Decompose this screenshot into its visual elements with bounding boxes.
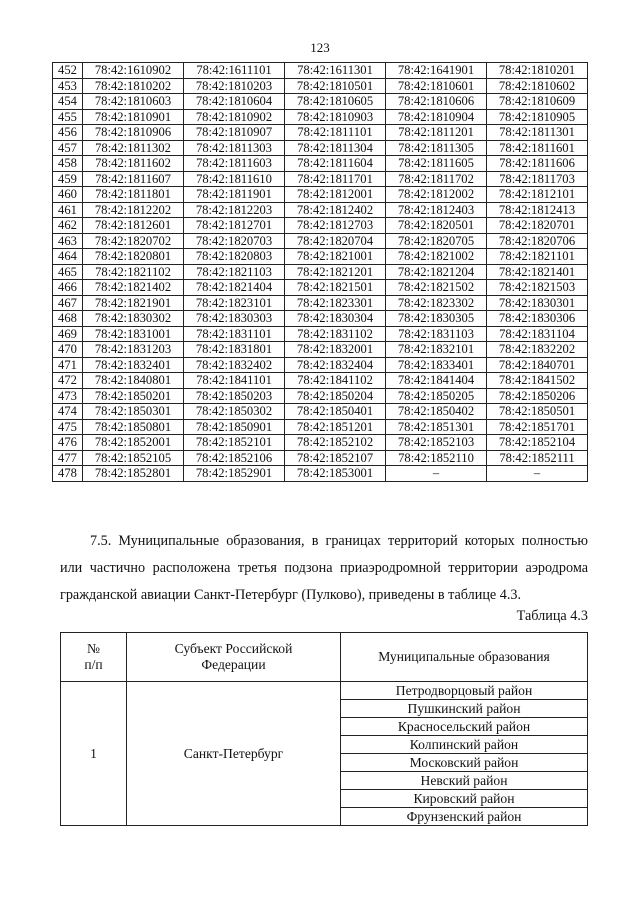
cadastral-number-cell: 78:42:1812403	[386, 202, 487, 218]
cadastral-number-cell: 78:42:1850402	[386, 404, 487, 420]
municipalities-table	[60, 632, 588, 826]
row-number: 478	[53, 466, 83, 482]
cadastral-number-cell: 78:42:1852107	[285, 450, 386, 466]
table-row	[53, 187, 588, 203]
cadastral-number-cell: 78:42:1852103	[386, 435, 487, 451]
cadastral-number-cell: 78:42:1821002	[386, 249, 487, 265]
cadastral-number-cell: 78:42:1821102	[83, 264, 184, 280]
cadastral-number-cell: 78:42:1852110	[386, 450, 487, 466]
district-cell: Невский район	[341, 772, 588, 790]
cadastral-number-cell: 78:42:1850302	[184, 404, 285, 420]
row-number: 471	[53, 357, 83, 373]
cadastral-number-cell: 78:42:1832001	[285, 342, 386, 358]
cadastral-number-cell: 78:42:1831101	[184, 326, 285, 342]
cadastral-number-cell: 78:42:1811602	[83, 156, 184, 172]
cadastral-number-cell: 78:42:1811901	[184, 187, 285, 203]
cadastral-number-cell: 78:42:1851701	[487, 419, 588, 435]
cadastral-number-cell: 78:42:1831001	[83, 326, 184, 342]
paragraph-7-5	[60, 528, 588, 609]
cadastral-number-cell: 78:42:1831103	[386, 326, 487, 342]
cadastral-number-cell: 78:42:1841404	[386, 373, 487, 389]
table-row	[53, 342, 588, 358]
cadastral-number-cell: 78:42:1820705	[386, 233, 487, 249]
cadastral-number-cell: 78:42:1810903	[285, 109, 386, 125]
cadastral-number-cell: 78:42:1823302	[386, 295, 487, 311]
cadastral-number-cell: 78:42:1811606	[487, 156, 588, 172]
cadastral-number-cell: 78:42:1832404	[285, 357, 386, 373]
cadastral-number-cell: 78:42:1811607	[83, 171, 184, 187]
cadastral-number-cell: 78:42:1810603	[83, 94, 184, 110]
table-row	[53, 326, 588, 342]
cadastral-number-cell: 78:42:1820801	[83, 249, 184, 265]
cadastral-number-cell: 78:42:1852106	[184, 450, 285, 466]
cadastral-number-cell: 78:42:1852102	[285, 435, 386, 451]
cadastral-number-cell: 78:42:1810605	[285, 94, 386, 110]
cadastral-number-cell: 78:42:1821001	[285, 249, 386, 265]
cadastral-number-cell: 78:42:1852801	[83, 466, 184, 482]
cadastral-number-cell: 78:42:1852901	[184, 466, 285, 482]
table-row	[53, 63, 588, 79]
row-number: 468	[53, 311, 83, 327]
row-number: 459	[53, 171, 83, 187]
cadastral-number-cell: 78:42:1812402	[285, 202, 386, 218]
table-row	[53, 218, 588, 234]
cadastral-number-cell: 78:42:1810904	[386, 109, 487, 125]
cadastral-number-cell: 78:42:1811701	[285, 171, 386, 187]
table-row	[53, 280, 588, 296]
paragraph-text: 7.5. Муниципальные образования, в границах территорий которых полностью или частично расположена третья подзона приаэродромной территории аэродрома гражданской авиации Санкт-Петербург (Пулково), приведены в таблице 4.3.	[60, 533, 588, 603]
row-number: 456	[53, 125, 83, 141]
table-row	[53, 233, 588, 249]
cadastral-number-cell: 78:42:1610902	[83, 63, 184, 79]
cadastral-number-cell: 78:42:1811603	[184, 156, 285, 172]
header-subject	[127, 633, 341, 682]
cadastral-number-cell: 78:42:1811303	[184, 140, 285, 156]
cadastral-number-cell: 78:42:1821404	[184, 280, 285, 296]
cadastral-number-cell: 78:42:1830304	[285, 311, 386, 327]
district-cell: Московский район	[341, 754, 588, 772]
cadastral-number-cell: 78:42:1611101	[184, 63, 285, 79]
row-number: 474	[53, 404, 83, 420]
row-num-cell: 1	[61, 682, 127, 826]
district-cell: Фрунзенский район	[341, 808, 588, 826]
table-row	[53, 78, 588, 94]
cadastral-number-cell: 78:42:1812601	[83, 218, 184, 234]
cadastral-number-cell: 78:42:1830301	[487, 295, 588, 311]
cadastral-number-cell: 78:42:1810202	[83, 78, 184, 94]
cadastral-number-cell: 78:42:1812202	[83, 202, 184, 218]
cadastral-number-cell: 78:42:1841101	[184, 373, 285, 389]
cadastral-number-cell: 78:42:1820701	[487, 218, 588, 234]
cadastral-number-cell: 78:42:1831801	[184, 342, 285, 358]
cadastral-number-cell: 78:42:1820803	[184, 249, 285, 265]
cadastral-number-cell: 78:42:1823101	[184, 295, 285, 311]
cadastral-number-cell: 78:42:1810604	[184, 94, 285, 110]
cadastral-number-cell: 78:42:1821503	[487, 280, 588, 296]
table-row	[53, 311, 588, 327]
header-subject-text: Субъект Российской Федерации	[174, 641, 293, 672]
cadastral-number-cell: 78:42:1811604	[285, 156, 386, 172]
cadastral-table-body	[53, 63, 588, 482]
cadastral-table	[52, 62, 588, 482]
cadastral-number-cell: 78:42:1830303	[184, 311, 285, 327]
cadastral-number-cell: 78:42:1810901	[83, 109, 184, 125]
table-row	[53, 419, 588, 435]
row-number: 477	[53, 450, 83, 466]
header-municipalities-text: Муниципальные образования	[378, 649, 550, 664]
table-row	[53, 156, 588, 172]
table-row	[53, 202, 588, 218]
cadastral-number-cell: 78:42:1812203	[184, 202, 285, 218]
cadastral-number-cell: 78:42:1810601	[386, 78, 487, 94]
cadastral-number-cell: 78:42:1821101	[487, 249, 588, 265]
cadastral-number-cell: 78:42:1850401	[285, 404, 386, 420]
row-number: 465	[53, 264, 83, 280]
cadastral-number-cell: 78:42:1831104	[487, 326, 588, 342]
cadastral-number-cell: 78:42:1841502	[487, 373, 588, 389]
cadastral-number-cell: 78:42:1852111	[487, 450, 588, 466]
cadastral-number-cell: 78:42:1830302	[83, 311, 184, 327]
cadastral-number-cell: 78:42:1810602	[487, 78, 588, 94]
row-number: 452	[53, 63, 83, 79]
row-number: 460	[53, 187, 83, 203]
row-number: 475	[53, 419, 83, 435]
cadastral-number-cell: 78:42:1841102	[285, 373, 386, 389]
cadastral-number-cell: 78:42:1821501	[285, 280, 386, 296]
row-number: 472	[53, 373, 83, 389]
cadastral-number-cell: 78:42:1820703	[184, 233, 285, 249]
cadastral-number-cell: 78:42:1850801	[83, 419, 184, 435]
row-number: 462	[53, 218, 83, 234]
cadastral-number-cell: 78:42:1821204	[386, 264, 487, 280]
cadastral-number-cell: –	[386, 466, 487, 482]
cadastral-number-cell: 78:42:1641901	[386, 63, 487, 79]
row-number: 464	[53, 249, 83, 265]
cadastral-number-cell: 78:42:1811702	[386, 171, 487, 187]
cadastral-number-cell: 78:42:1820702	[83, 233, 184, 249]
cadastral-number-cell: 78:42:1811801	[83, 187, 184, 203]
cadastral-number-cell: 78:42:1810203	[184, 78, 285, 94]
cadastral-number-cell: 78:42:1821502	[386, 280, 487, 296]
cadastral-number-cell: 78:42:1611301	[285, 63, 386, 79]
municipalities-table-body	[61, 633, 588, 826]
cadastral-number-cell: 78:42:1812413	[487, 202, 588, 218]
cadastral-number-cell: 78:42:1831102	[285, 326, 386, 342]
cadastral-number-cell: 78:42:1830305	[386, 311, 487, 327]
table-row	[53, 94, 588, 110]
table-row	[53, 140, 588, 156]
cadastral-number-cell: 78:42:1830306	[487, 311, 588, 327]
cadastral-number-cell: 78:42:1811305	[386, 140, 487, 156]
cadastral-number-cell: 78:42:1820706	[487, 233, 588, 249]
district-cell: Кировский район	[341, 790, 588, 808]
cadastral-number-cell: 78:42:1831203	[83, 342, 184, 358]
cadastral-number-cell: 78:42:1852104	[487, 435, 588, 451]
subject-cell: Санкт-Петербург	[127, 682, 341, 826]
cadastral-number-cell: 78:42:1810902	[184, 109, 285, 125]
row-number: 469	[53, 326, 83, 342]
cadastral-number-cell: 78:42:1850203	[184, 388, 285, 404]
table-row	[53, 109, 588, 125]
table-row	[53, 125, 588, 141]
row-number: 455	[53, 109, 83, 125]
cadastral-number-cell: –	[487, 466, 588, 482]
district-cell: Петродворцовый район	[341, 682, 588, 700]
cadastral-number-cell: 78:42:1812001	[285, 187, 386, 203]
cadastral-number-cell: 78:42:1811302	[83, 140, 184, 156]
cadastral-number-cell: 78:42:1823301	[285, 295, 386, 311]
table-row	[53, 295, 588, 311]
cadastral-number-cell: 78:42:1840801	[83, 373, 184, 389]
cadastral-number-cell: 78:42:1811201	[386, 125, 487, 141]
cadastral-number-cell: 78:42:1811101	[285, 125, 386, 141]
cadastral-number-cell: 78:42:1821103	[184, 264, 285, 280]
cadastral-number-cell: 78:42:1851201	[285, 419, 386, 435]
table-row	[53, 373, 588, 389]
cadastral-number-cell: 78:42:1810201	[487, 63, 588, 79]
cadastral-number-cell: 78:42:1811605	[386, 156, 487, 172]
cadastral-number-cell: 78:42:1833401	[386, 357, 487, 373]
cadastral-number-cell: 78:42:1810606	[386, 94, 487, 110]
cadastral-number-cell: 78:42:1840701	[487, 357, 588, 373]
cadastral-number-cell: 78:42:1852101	[184, 435, 285, 451]
cadastral-number-cell: 78:42:1832202	[487, 342, 588, 358]
cadastral-number-cell: 78:42:1820501	[386, 218, 487, 234]
cadastral-number-cell: 78:42:1821901	[83, 295, 184, 311]
cadastral-number-cell: 78:42:1810905	[487, 109, 588, 125]
table-row	[53, 450, 588, 466]
page-number: 123	[310, 40, 330, 55]
cadastral-number-cell: 78:42:1811301	[487, 125, 588, 141]
cadastral-number-cell: 78:42:1811304	[285, 140, 386, 156]
header-row	[61, 633, 588, 682]
district-cell: Колпинский район	[341, 736, 588, 754]
cadastral-number-cell: 78:42:1811601	[487, 140, 588, 156]
table-row	[53, 357, 588, 373]
district-row	[61, 682, 588, 700]
cadastral-number-cell: 78:42:1852105	[83, 450, 184, 466]
cadastral-number-cell: 78:42:1853001	[285, 466, 386, 482]
header-num	[61, 633, 127, 682]
cadastral-number-cell: 78:42:1811610	[184, 171, 285, 187]
cadastral-number-cell: 78:42:1821401	[487, 264, 588, 280]
row-number: 461	[53, 202, 83, 218]
cadastral-number-cell: 78:42:1810501	[285, 78, 386, 94]
cadastral-number-cell: 78:42:1810906	[83, 125, 184, 141]
cadastral-number-cell: 78:42:1851301	[386, 419, 487, 435]
row-number: 463	[53, 233, 83, 249]
cadastral-number-cell: 78:42:1821201	[285, 264, 386, 280]
cadastral-number-cell: 78:42:1850204	[285, 388, 386, 404]
row-number: 470	[53, 342, 83, 358]
cadastral-number-cell: 78:42:1850205	[386, 388, 487, 404]
cadastral-number-cell: 78:42:1850201	[83, 388, 184, 404]
row-number: 454	[53, 94, 83, 110]
cadastral-number-cell: 78:42:1832401	[83, 357, 184, 373]
cadastral-number-cell: 78:42:1812101	[487, 187, 588, 203]
cadastral-number-cell: 78:42:1832101	[386, 342, 487, 358]
cadastral-number-cell: 78:42:1850301	[83, 404, 184, 420]
cadastral-number-cell: 78:42:1850206	[487, 388, 588, 404]
cadastral-number-cell: 78:42:1812703	[285, 218, 386, 234]
cadastral-number-cell: 78:42:1810907	[184, 125, 285, 141]
cadastral-number-cell: 78:42:1850901	[184, 419, 285, 435]
table-row	[53, 435, 588, 451]
header-municipalities	[341, 633, 588, 682]
row-number: 473	[53, 388, 83, 404]
table-row	[53, 388, 588, 404]
table-row	[53, 404, 588, 420]
table-row	[53, 264, 588, 280]
row-number: 457	[53, 140, 83, 156]
cadastral-number-cell: 78:42:1810609	[487, 94, 588, 110]
table-row	[53, 171, 588, 187]
row-number: 467	[53, 295, 83, 311]
row-number: 453	[53, 78, 83, 94]
row-number: 476	[53, 435, 83, 451]
cadastral-number-cell: 78:42:1852001	[83, 435, 184, 451]
cadastral-number-cell: 78:42:1812002	[386, 187, 487, 203]
table-row	[53, 249, 588, 265]
cadastral-number-cell: 78:42:1820704	[285, 233, 386, 249]
row-number: 466	[53, 280, 83, 296]
row-number: 458	[53, 156, 83, 172]
table-caption: Таблица 4.3	[516, 608, 588, 624]
cadastral-number-cell: 78:42:1821402	[83, 280, 184, 296]
table-row	[53, 466, 588, 482]
cadastral-number-cell: 78:42:1850501	[487, 404, 588, 420]
cadastral-number-cell: 78:42:1811703	[487, 171, 588, 187]
cadastral-number-cell: 78:42:1812701	[184, 218, 285, 234]
header-num-text: № п/п	[84, 641, 103, 672]
district-cell: Красносельский район	[341, 718, 588, 736]
district-cell: Пушкинский район	[341, 700, 588, 718]
cadastral-number-cell: 78:42:1832402	[184, 357, 285, 373]
